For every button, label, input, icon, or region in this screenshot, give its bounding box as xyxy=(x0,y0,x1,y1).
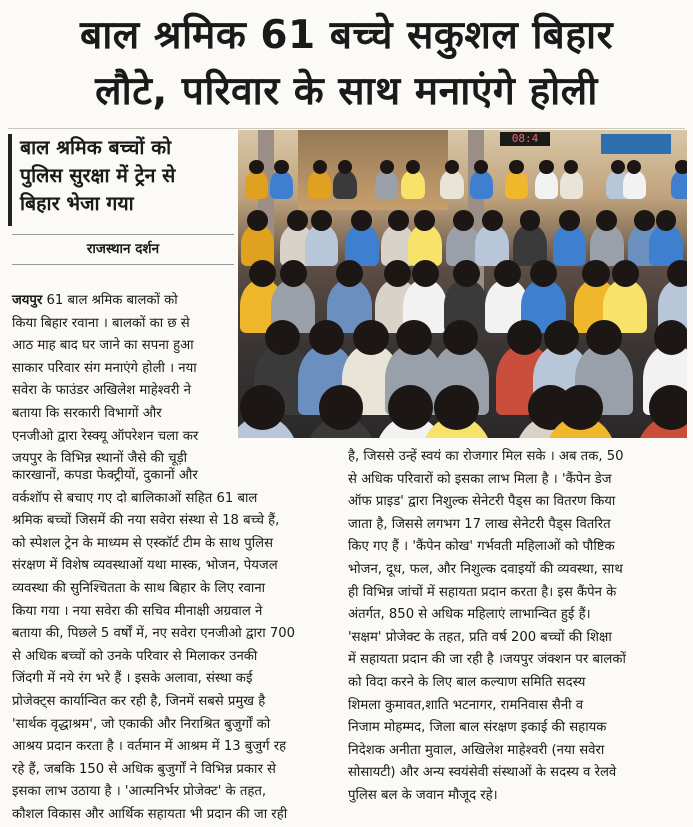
article-line: अंतर्गत, 850 से अधिक महिलाएं लाभान्वित हुई हैं। xyxy=(348,607,591,623)
photo-person-head xyxy=(414,210,435,231)
photo-person-head xyxy=(434,385,479,430)
photo-person xyxy=(535,170,558,199)
article-line: से अधिक परिवारों को इसका लाभ मिला है । 'कैंपेन डेज xyxy=(348,471,612,487)
photo-person-head xyxy=(319,385,364,430)
photo-person-head xyxy=(612,260,639,287)
photo-person-head xyxy=(649,385,687,430)
photo-person-head xyxy=(453,260,480,287)
article-lead: 61 बाल श्रमिक बालकों को xyxy=(42,293,178,308)
article-line: को विदा करने के लिए बाल कल्याण समिति सदस्य xyxy=(348,674,586,690)
article-line: संरक्षण में विशेष व्यवस्थाओं यथा मास्क, भोजन, पेयजल xyxy=(12,558,278,574)
article-line: पुलिस बल के जवान मौजूद रहे। xyxy=(348,787,498,803)
photo-person xyxy=(270,170,293,199)
headline xyxy=(0,0,693,128)
article-line: 'सार्थक वृद्धाश्रम', जो एकाकी और निराश्रित बुजुर्गों को xyxy=(12,716,271,732)
photo-person-head xyxy=(586,320,621,355)
article-line: भोजन, दूध, फल, और निशुल्क दवाइयों की व्यवस्था, साथ xyxy=(348,561,623,577)
article-line: व्यवस्था की सुनिश्चितता के साथ बिहार के लिए रवाना xyxy=(12,580,266,596)
photo-person-head xyxy=(353,320,388,355)
photo-person-head xyxy=(482,210,503,231)
article-line: किया बिहार रवाना । बालकों का छ से xyxy=(12,315,190,331)
article-line: श्रमिक बच्चों जिसमें की नया सवेरा संस्था से 18 बच्चे हैं, xyxy=(12,513,280,529)
article-line: प्रोजेक्ट्स कार्यान्वित कर रही है, जिनमें सबसे प्रमुख है xyxy=(12,693,266,709)
headline-line-2: लौटे, परिवार के साथ मनाएंगे होली xyxy=(95,69,598,114)
photo-station-clock: 08:4 xyxy=(500,132,550,146)
article-line: साकार परिवार संग मनाएंगे होली । नया xyxy=(12,360,197,376)
subheadline-line-1: बाल श्रमिक बच्चों को xyxy=(20,136,172,159)
photo-person xyxy=(560,170,583,199)
photo-person-head xyxy=(559,210,580,231)
article-column-left-bottom xyxy=(12,465,332,827)
photo-person-head xyxy=(274,160,288,174)
photo-person-head xyxy=(520,210,541,231)
article-line: वर्कशॉप से बचाए गए दो बालिकाओं सहित 61 बाल xyxy=(12,490,258,506)
article-line: जाता है, जिससे लगभग 17 लाख सेनेटरी पैड्स वितरित xyxy=(348,516,611,532)
photo-sign-board xyxy=(601,134,671,154)
photo-person-head xyxy=(509,160,523,174)
article-line: है, जिससे उन्हें स्वयं का रोजगार मिल सके । अब तक, 50 xyxy=(348,449,624,464)
photo-person-head xyxy=(530,260,557,287)
article-line: बताया की, पिछले 5 वर्षों में, नए सवेरा एनजीओ द्वारा 700 xyxy=(12,626,296,642)
headline-line-1: बाल श्रमिक 61 बच्चे सकुशल बिहार xyxy=(79,13,614,58)
subheadline-line-3: बिहार भेजा गया xyxy=(20,192,134,215)
byline-rule-top xyxy=(12,234,234,235)
photo-person-head xyxy=(453,210,474,231)
article-line: में सहायता प्रदान की जा रही है ।जयपुर जंक्शन पर बालकों xyxy=(348,652,626,668)
byline: राजस्थान दर्शन xyxy=(86,241,160,257)
article-line: ऑफ प्राइड' द्वारा निशुल्क सेनेटरी पैड्स का वितरण किया xyxy=(348,494,616,510)
article-line: रहे हैं, जबकि 150 से अधिक बुजुर्गों ने विभिन्न प्रकार से xyxy=(12,761,276,777)
photo-person-head xyxy=(494,260,521,287)
photo-person xyxy=(401,170,424,199)
photo-person xyxy=(245,170,268,199)
article-line: निजाम मोहम्मद, जिला बाल संरक्षण इकाई की सहायक xyxy=(348,720,607,736)
subheadline xyxy=(8,134,242,226)
photo-person xyxy=(623,170,646,199)
subheadline-line-2: पुलिस सुरक्षा में ट्रेन से xyxy=(20,164,176,187)
article-line xyxy=(12,290,234,313)
article-line: सवेरा के फाउंडर अखिलेश माहेश्वरी ने xyxy=(12,383,191,399)
article-line: जयपुर के विभिन्न स्थानों जैसे की चूड़ी xyxy=(12,451,188,467)
photo-person xyxy=(671,170,687,199)
photo-person-head xyxy=(675,160,687,174)
photo-person xyxy=(470,170,493,199)
photo-person-head xyxy=(240,385,285,430)
article-line: निदेशक अनीता मुवाल, अखिलेश माहेश्वरी (नया सवेरा xyxy=(348,742,605,758)
photo-person xyxy=(308,170,331,199)
article-line: किया गया । नया सवेरा की सचिव मीनाक्षी अग्रवाल ने xyxy=(12,603,263,619)
photo-person-head xyxy=(412,260,439,287)
photo-person-head xyxy=(388,210,409,231)
article-column-right xyxy=(348,446,686,808)
photo-person-head xyxy=(249,160,263,174)
photo-person-head xyxy=(656,210,677,231)
headline-rule xyxy=(8,128,685,129)
photo-person-head xyxy=(558,385,603,430)
photo-person xyxy=(333,170,356,199)
article-line: आश्रय प्रदान करता है । वर्तमान में आश्रम में 13 बुजुर्ग रह xyxy=(12,739,287,755)
article-line: जिंदगी में नये रंग भरे हैं । इसके अलावा, संस्था कई xyxy=(12,671,253,687)
article-line: ही विभिन्न जांचों में सहायता प्रदान करता है। इस कैंपेन के xyxy=(348,584,617,600)
photo-person-head xyxy=(539,160,553,174)
photo-person-head xyxy=(265,320,300,355)
photo-person-head xyxy=(654,320,687,355)
photo-person-head xyxy=(351,210,372,231)
photo-person-head xyxy=(634,210,655,231)
photo-person xyxy=(505,170,528,199)
photo-person-head xyxy=(249,260,276,287)
photo-person xyxy=(375,170,398,199)
byline-rule-bottom xyxy=(12,264,234,265)
photo-person-head xyxy=(287,210,308,231)
photo-person-head xyxy=(384,260,411,287)
article-line: से अधिक बच्चों को उनके परिवार से मिलाकर उनकी xyxy=(12,648,258,664)
article-line: कारखानों, कपडा फेक्ट्रीयों, दुकानों और xyxy=(12,468,198,483)
photo-person xyxy=(440,170,463,199)
news-photo xyxy=(238,130,687,438)
photo-person-head xyxy=(596,210,617,231)
photo-person-head xyxy=(388,385,433,430)
photo-person-head xyxy=(280,260,307,287)
article-line: एनजीओ द्वारा रेस्क्यू ऑपरेशन चला कर xyxy=(12,428,199,444)
photo-person-head xyxy=(311,210,332,231)
photo-person-head xyxy=(582,260,609,287)
photo-person-head xyxy=(396,320,431,355)
article-line: 'सक्षम' प्रोजेक्ट के तहत, प्रति वर्ष 200 बच्चों की शिक्षा xyxy=(348,629,612,645)
article-line: कौशल विकास और आर्थिक सहायता भी प्रदान की जा रही xyxy=(12,806,288,822)
article-line: शिमला कुमावत,शाति भटनागर, रामनिवास सैनी व xyxy=(348,697,584,713)
article-line: को स्पेशल ट्रेन के माध्यम से एस्कॉर्ट टीम के साथ पुलिस xyxy=(12,535,274,551)
article-line: सोसायटी) और अन्य स्वयंसेवी संस्थाओं के सदस्य व रेलवे xyxy=(348,765,617,781)
article-line: इसका लाभ उठाया है । 'आत्मनिर्भर प्रोजेक्ट' के तहत, xyxy=(12,784,267,800)
article-line: बताया कि सरकारी विभागों और xyxy=(12,405,162,421)
article-column-left-top xyxy=(12,290,234,471)
article-dateline: जयपुर xyxy=(12,293,43,308)
photo-person-head xyxy=(247,210,268,231)
article-line: किए गए हैं । 'कैंपेन कोख' गर्भवती महिलाओं को पौष्टिक xyxy=(348,539,615,555)
article-line: आठ माह बाद घर जाने का सपना हुआ xyxy=(12,338,194,354)
